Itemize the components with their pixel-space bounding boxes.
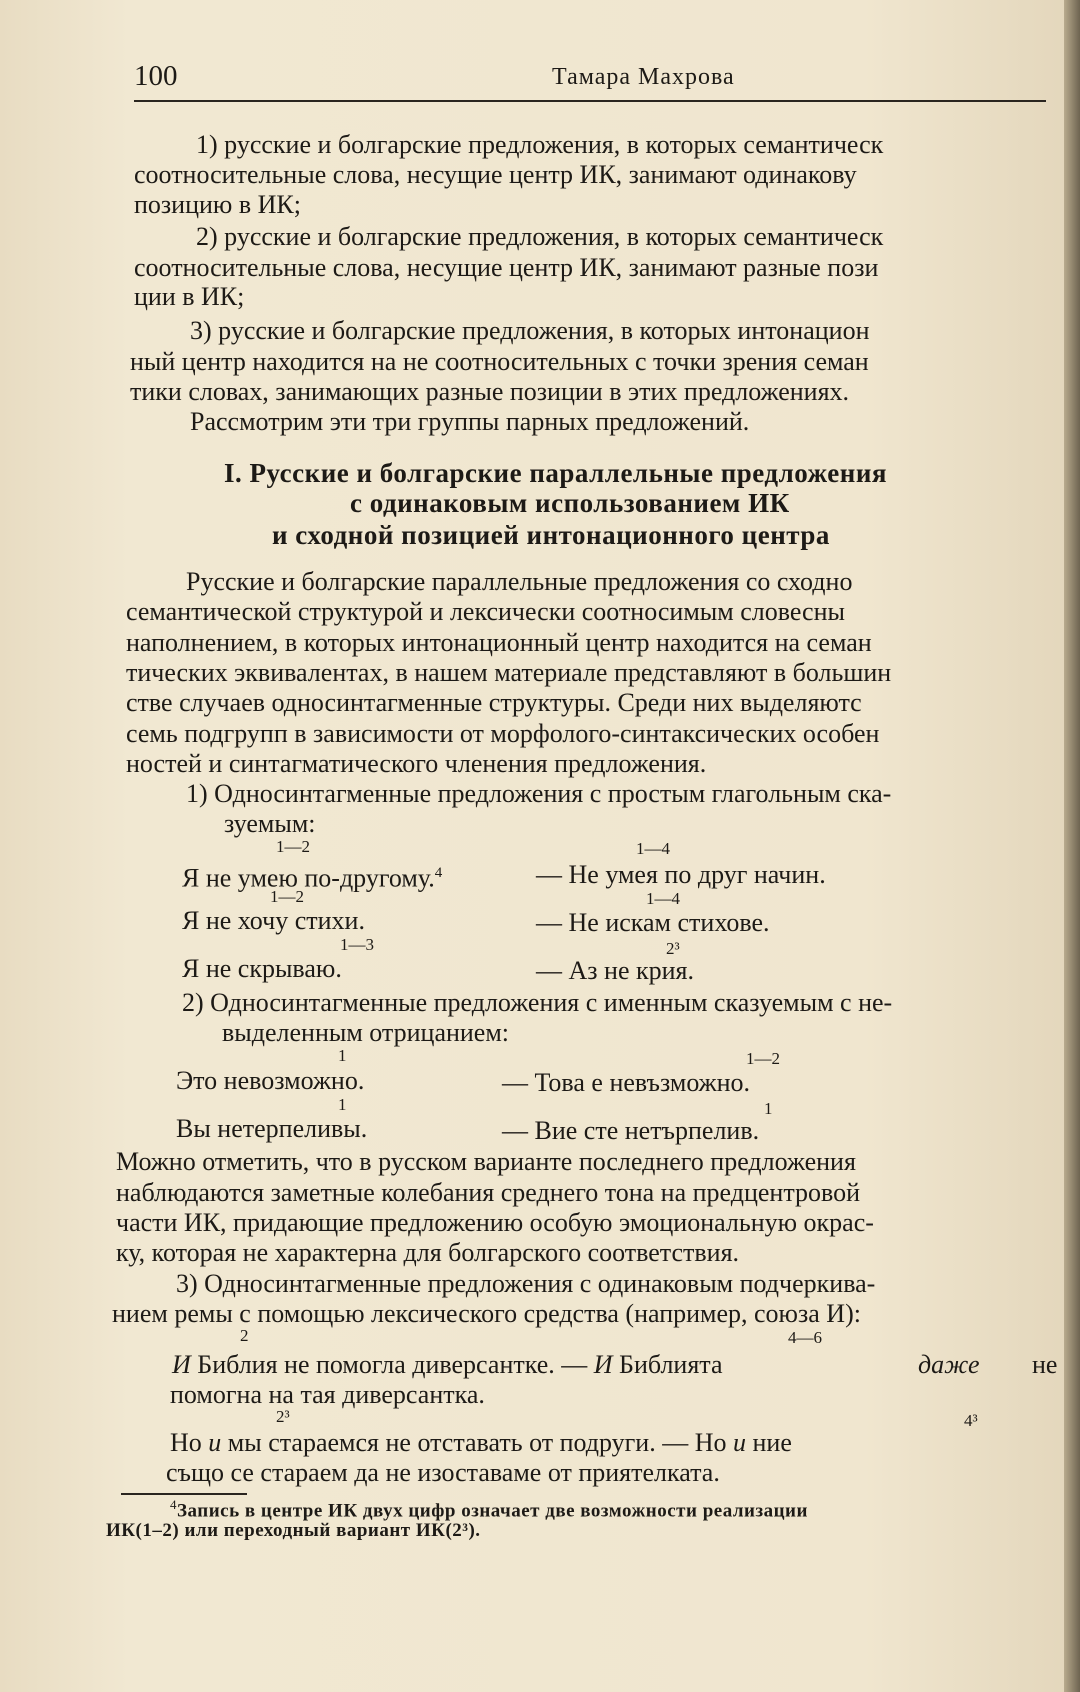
body-line: ку, которая не характерна для болгарского соответствия. (116, 1238, 740, 1267)
ik-mark: 1—4 (636, 839, 670, 858)
particle-i: И (593, 1350, 613, 1379)
ik-mark: 4³ (964, 1411, 978, 1430)
group-heading: 1) Односинтагменные предложения с простым глагольным ска- (186, 779, 892, 808)
body-line: семь подгрупп в зависимости от морфолого-синтаксических особен (126, 719, 880, 748)
body-line: Можно отметить, что в русском варианте последнего предложения (116, 1147, 856, 1176)
body-line: семантической структурой и лексически соотносимым словесны (126, 597, 845, 626)
particle-i: и (208, 1428, 222, 1457)
body-line: тических эквивалентах, в нашем материале представляют в большин (126, 658, 892, 687)
ik-mark: 4—6 (788, 1328, 822, 1347)
intro-line: соотносительные слова, несущие центр ИК, занимают разные пози (134, 253, 879, 282)
ik-mark: 1 (338, 1046, 347, 1065)
group-heading: 2) Односинтагменные предложения с именным сказуемым с не- (182, 988, 893, 1017)
example-pair: И Библия не помогла диверсантке. — И Библията (172, 1350, 723, 1379)
intro-line: Рассмотрим эти три группы парных предложений. (190, 407, 750, 436)
body-line: Русские и болгарские параллельные предложения со сходно (186, 567, 853, 596)
particle-i: и (733, 1428, 746, 1457)
footnote-ref: 4 (434, 865, 443, 881)
body-line: ностей и синтагматического членения предложения. (126, 749, 707, 778)
intro-line: ции в ИК; (134, 282, 245, 311)
example-bg: — Не умея по друг начин. (536, 860, 826, 889)
intro-line: соотносительные слова, несущие центр ИК, занимают одинакову (134, 160, 857, 189)
example-ru: Я не умею по-другому.$^4$ (182, 863, 443, 893)
group-heading: нием ремы с помощью лексического средства (например, союза И): (112, 1299, 861, 1328)
footnote-mark: 4 (170, 1497, 177, 1512)
example-pair: Но и мы стараемся не отставать от подруги. — Но и ние (170, 1428, 792, 1457)
page-number: 100 (134, 60, 178, 92)
particle-i: И (172, 1350, 191, 1379)
footnote-line: $^4$Запись в центре ИК двух цифр означает две возможности реализации (170, 1497, 808, 1522)
body-line: стве случаев односинтагменные структуры. Среди них выделяютс (126, 688, 862, 717)
section-heading: с одинаковым использованием ИК (350, 488, 790, 518)
example-bg: — Аз не крия. (536, 956, 695, 985)
intro-line: ный центр находится на не соотносительных с точки зрения семан (130, 347, 869, 376)
body-line: наблюдаются заметные колебания среднего тона на предцентровой (116, 1178, 861, 1207)
ik-mark: 1—2 (276, 837, 310, 856)
ik-mark: 1—4 (646, 889, 680, 908)
ik-mark: 1—2 (270, 887, 304, 906)
section-heading: I. Русские и болгарские параллельные предложения (224, 458, 887, 488)
book-spine-edge (1064, 0, 1080, 1692)
ik-mark: 2 (240, 1326, 249, 1345)
intro-line: 3) русские и болгарские предложения, в которых интонацион (190, 316, 870, 345)
group-heading: 3) Односинтагменные предложения с одинаковым подчеркива- (176, 1269, 876, 1298)
ik-mark: 1 (764, 1099, 773, 1118)
body-line: наполнением, в которых интонационный центр находится на семан (126, 628, 872, 657)
example-bg: — Вие сте нетърпелив. (502, 1116, 760, 1145)
ik-mark: 2³ (276, 1407, 290, 1426)
emphasis-word: даже (918, 1350, 980, 1379)
group-heading: зуемым: (224, 809, 316, 838)
example-ru: Я не хочу стихи. (182, 906, 365, 935)
ik-mark: 1—2 (746, 1049, 780, 1068)
intro-line: позицию в ИК; (134, 190, 301, 219)
example-word: не (1032, 1350, 1058, 1379)
example-ru: Я не скрываю. (182, 954, 342, 983)
footnote-line: ИК(1–2) или переходный вариант ИК(2³). (106, 1520, 481, 1541)
example-bg: — Това е невъзможно. (502, 1068, 751, 1097)
example-ru: Вы нетерпеливы. (176, 1114, 368, 1143)
section-heading: и сходной позицией интонационного центра (272, 520, 830, 550)
body-line: части ИК, придающие предложению особую эмоциональную окрас- (116, 1208, 874, 1237)
example-bg: помогна на тая диверсантка. (170, 1380, 485, 1409)
example-bg: — Не искам стихове. (536, 908, 770, 937)
intro-line: 1) русские и болгарские предложения, в которых семантическ (196, 130, 884, 159)
ik-mark: 1—3 (340, 935, 374, 954)
intro-line: тики словах, занимающих разные позиции в этих предложениях. (130, 377, 850, 406)
ik-mark: 1 (338, 1095, 347, 1114)
example-bg: също се стараем да не изоставаме от приятелката. (166, 1458, 720, 1487)
ik-mark: 2³ (666, 939, 680, 958)
example-ru: Это невозможно. (176, 1066, 365, 1095)
running-head: Тамара Махрова (552, 64, 735, 90)
page-header (134, 56, 1046, 102)
group-heading: выделенным отрицанием: (222, 1018, 510, 1047)
intro-line: 2) русские и болгарские предложения, в которых семантическ (196, 222, 884, 251)
